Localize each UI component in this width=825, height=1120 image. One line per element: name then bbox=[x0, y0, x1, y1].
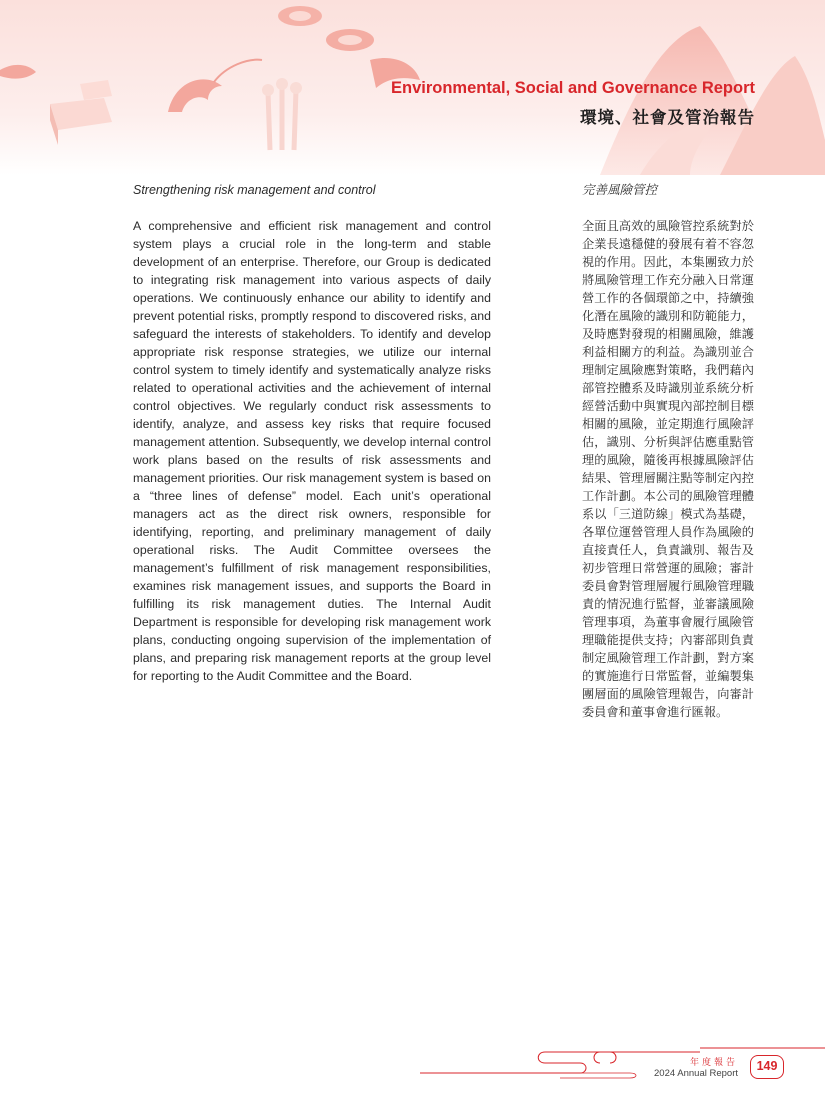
footer-label-zh: 年度報告 bbox=[689, 1057, 738, 1067]
report-title-zh: 環境、社會及管治報告 bbox=[580, 109, 755, 127]
chinese-column bbox=[582, 182, 754, 721]
body-text-zh: 全面且高效的風險管控系統對於企業長遠穩健的發展有着不容忽視的作用。因此，本集團致力於將風險管理工作充分融入日常運營工作的各個環節之中，持續強化潛在風險的識別和防範能力，及時應對發現的相關風險，維護利益相關方的利益。為識別並合理制定風險應對策略，我們藉內部管控體系及時識別並系統分析經營活動中與實現內部控制目標相關的風險，並定期進行風險評估，識別、分析與評估應重點管理的風險，隨後再根據風險評估結果、管理層關注點等制定內控工作計劃。本公司的風險管理體系以「三道防線」模式為基礎，各單位運營管理人員作為風險的直接責任人，負責識別、報告及初步管理日常營運的風險；審計委員會對管理層履行風險管理職責的情況進行監督，並審議風險管理事項，為董事會履行風險管理職能提供支持；內審部則負責制定風險管理工作計劃，對方案的實施進行日常監督，並編製集團層面的風險管理報告，向審計委員會和董事會進行匯報。 bbox=[582, 219, 754, 719]
mushroom-illustration-icon bbox=[262, 78, 302, 150]
page-number-badge: 149 bbox=[750, 1055, 784, 1079]
english-column bbox=[133, 182, 491, 685]
body-text-en: A comprehensive and efficient risk management and control system plays a crucial role in the long-term and stable development of an enterprise. Therefore, our Group is dedicated to integrating risk management into various aspects of daily operations. We continuously enhance our ability to identify and prevent potential risks, promptly respond to discovered risks, and safeguard the interests of stakeholders. To identify and develop appropriate risk response strategies, we utilize our internal control system to timely identify and systematically analyze risks related to operational activities and the achievement of internal control objectives. We regularly conduct risk assessments to identify, analyze, and assess key risks that require focused management attention. Subsequently, we develop internal control work plans based on the results of risk assessments and management priorities. Our risk management system is based on a “three lines of defense” model. Each unit’s operational managers act as the direct risk owners, responsible for identifying, reporting, and preliminary management of daily operational risks. The Audit Committee oversees the management’s fulfillment of risk management responsibilities, examines risk management issues, and supports the Board in fulfilling its risk management duties. The Internal Audit Department is responsible for developing risk management work plans, conducting ongoing supervision of the implementation of plans, and preparing risk management reports at the group level for reporting to the Audit Committee and the Board. bbox=[133, 219, 491, 683]
section-heading-zh: 完善風險管控 bbox=[582, 183, 658, 197]
section-heading-en: Strengthening risk management and control bbox=[133, 183, 376, 197]
footer-label-en: 2024 Annual Report bbox=[654, 1068, 738, 1079]
report-title-en: Environmental, Social and Governance Report bbox=[390, 79, 755, 97]
